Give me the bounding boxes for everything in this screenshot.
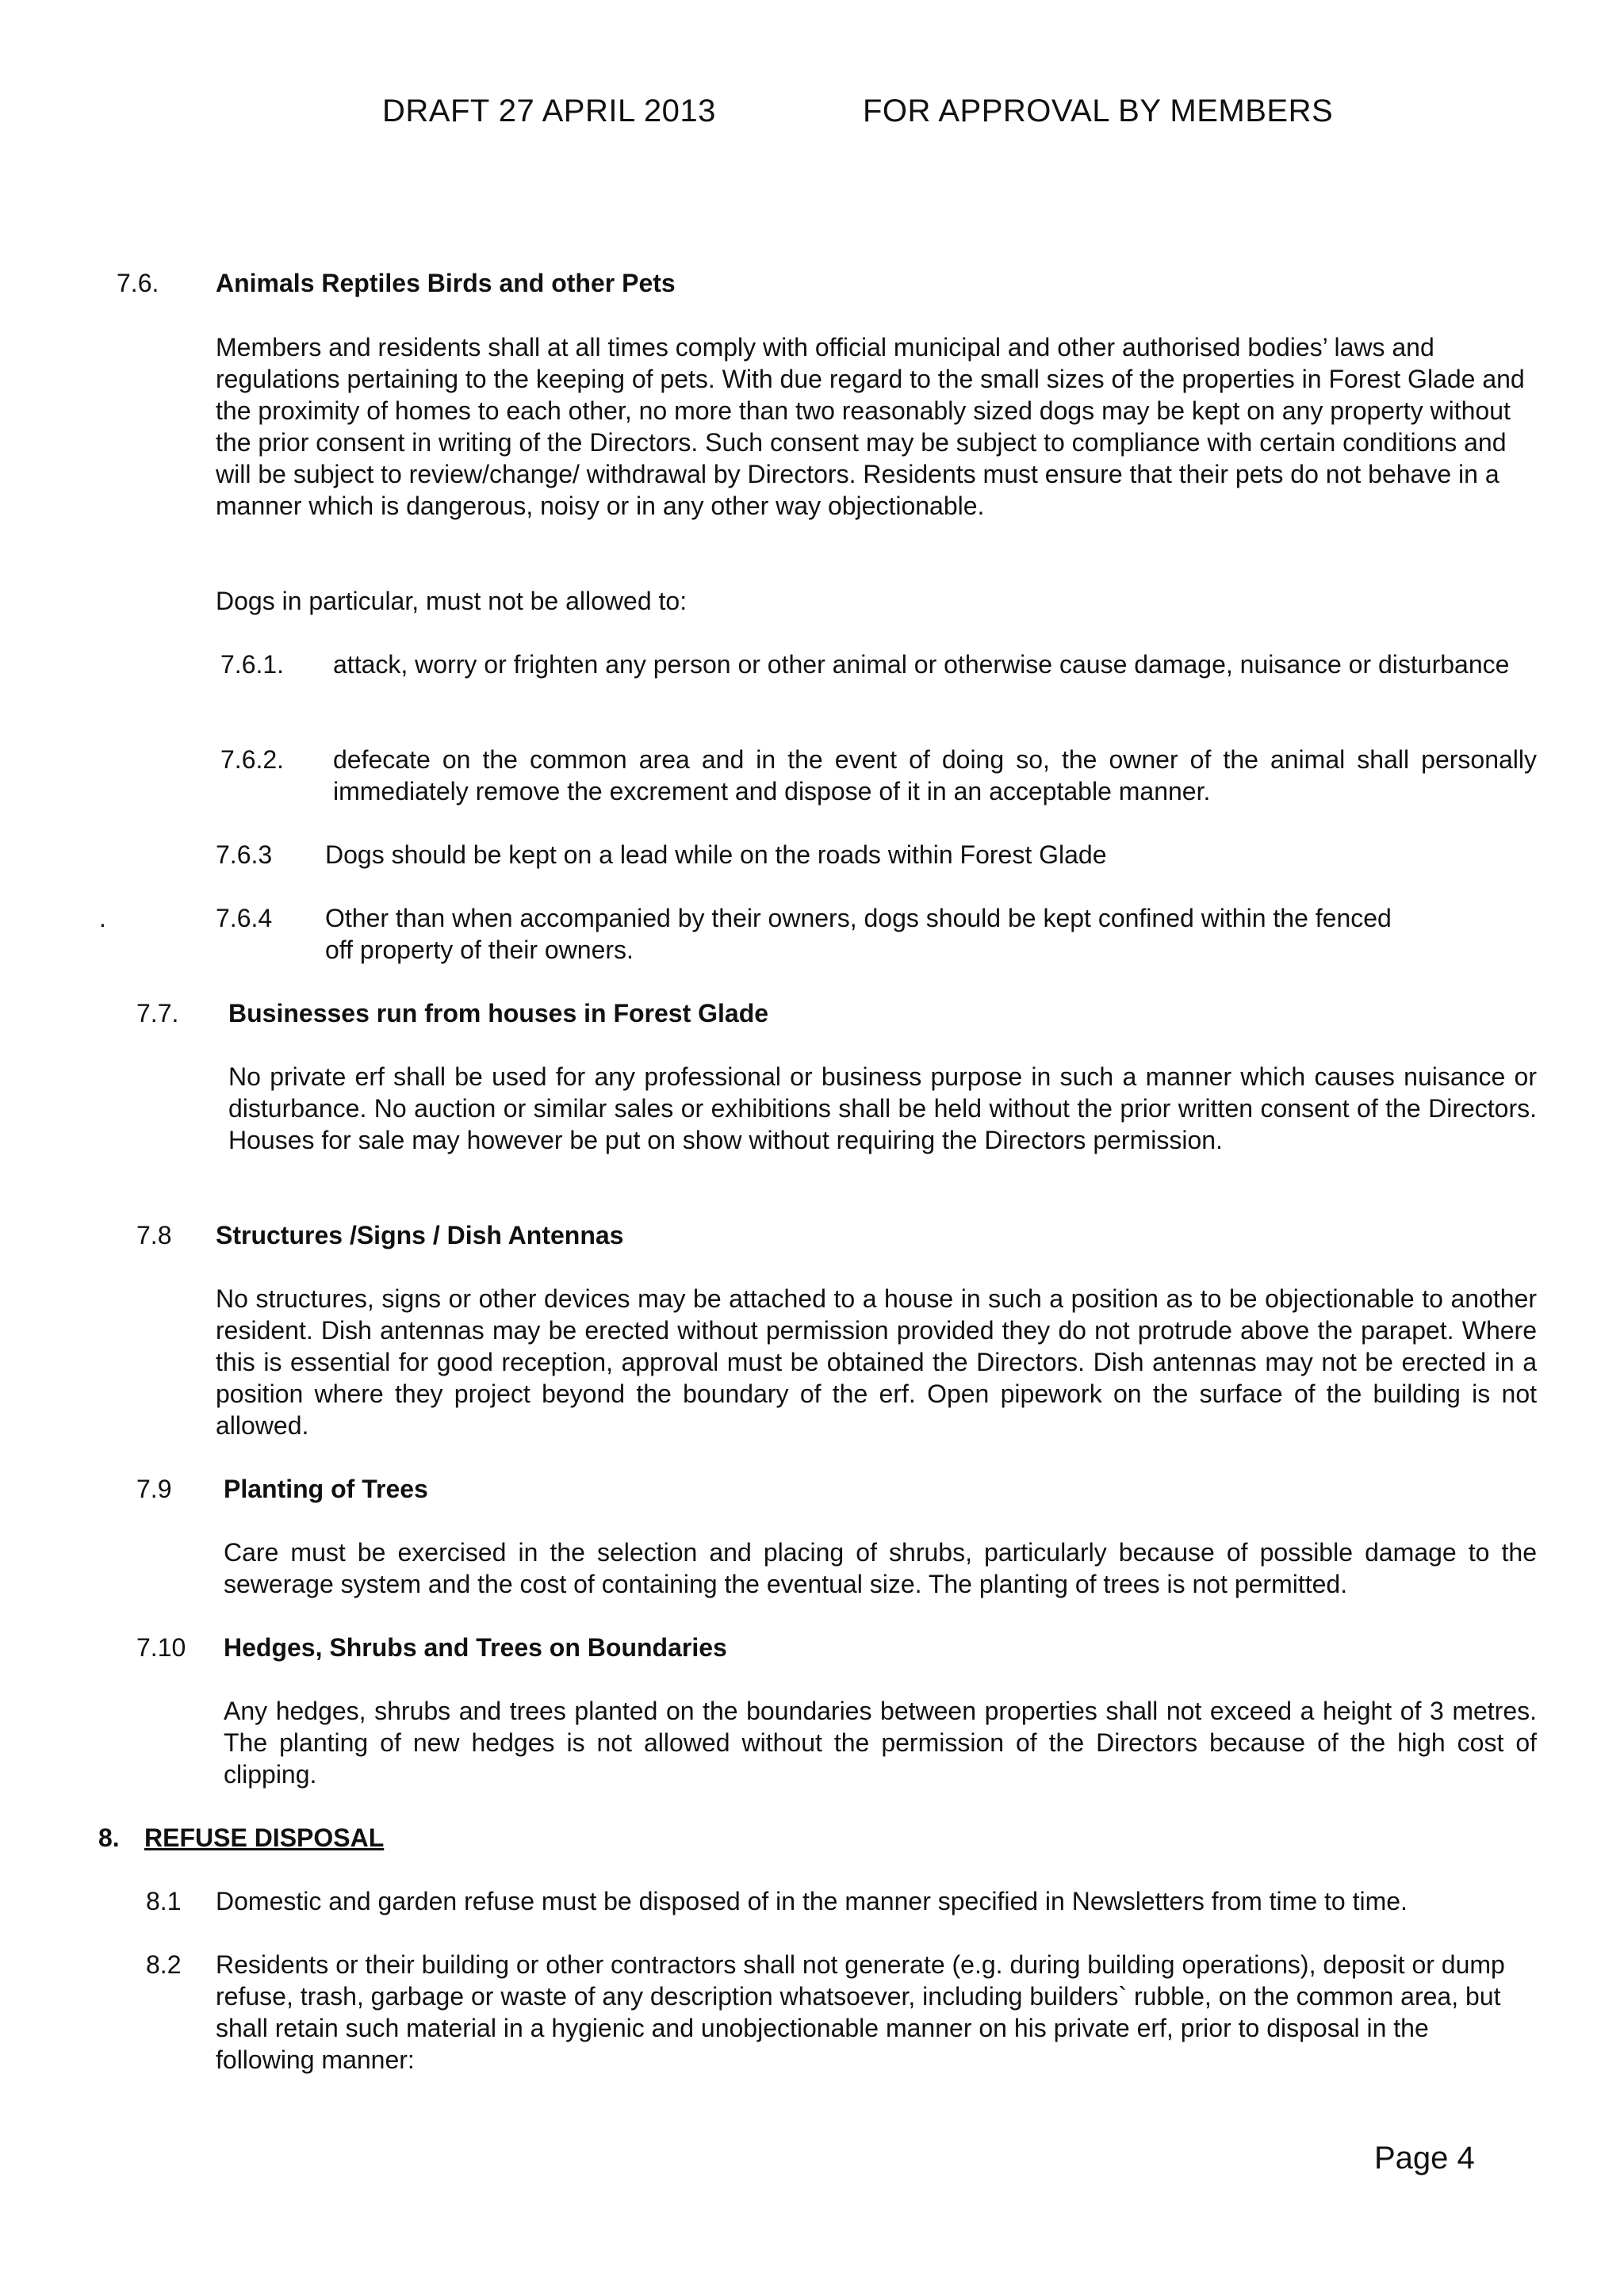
section-7-6-paragraph-2: Dogs in particular, must not be allowed to: bbox=[216, 587, 688, 615]
item-number-7-6-2: 7.6.2. bbox=[220, 745, 285, 774]
item-number-8-2: 8.2 bbox=[146, 1950, 182, 1979]
header-approval-note: FOR APPROVAL BY MEMBERS bbox=[863, 94, 1334, 128]
item-number-8-1: 8.1 bbox=[146, 1887, 182, 1915]
item-text-8-1: Domestic and garden refuse must be disposed of in the manner specified in Newsletters from time to time. bbox=[216, 1887, 1408, 1915]
section-number-7-9: 7.9 bbox=[136, 1475, 172, 1503]
section-number-7-8: 7.8 bbox=[136, 1221, 172, 1249]
stray-dot: . bbox=[99, 904, 106, 932]
item-text-8-2: Residents or their building or other contractors shall not generate (e.g. during building operations), deposit or dump refuse, trash, garbage or waste of any description whatsoever, including builders` rubble, on the common area, but shall retain such material in a hygienic and unobjectionable manner on his private erf, prior to disposal in the following manner: bbox=[216, 1950, 1505, 2074]
section-7-6-paragraph-1: Members and residents shall at all times comply with official municipal and other authorised bodies’ laws and regulations pertaining to the keeping of pets. With due regard to the small sizes of the properties in Forest Glade and the proximity of homes to each other, no more than two reasonably sized dogs may be kept on any property without the prior consent in writing of the Directors. Such consent may be subject to compliance with certain conditions and will be subject to review/change/ withdrawal by Directors. Residents must ensure that their pets do not behave in a manner which is dangerous, noisy or in any other way objectionable. bbox=[216, 333, 1525, 520]
item-number-7-6-4: 7.6.4 bbox=[216, 904, 273, 932]
item-number-7-6-3: 7.6.3 bbox=[216, 840, 273, 869]
section-7-9-paragraph: Care must be exercised in the selection and placing of shrubs, particularly because of possible damage to the sewerage system and the cost of containing the eventual size. The planting of trees is not permitted. bbox=[224, 1538, 1537, 1598]
item-text-7-6-4: Other than when accompanied by their owners, dogs should be kept confined within the fenced off property of their owners. bbox=[325, 904, 1392, 964]
section-title-7-8: Structures /Signs / Dish Antennas bbox=[216, 1221, 624, 1249]
section-7-8-paragraph: No structures, signs or other devices may be attached to a house in such a position as to be objectionable to another resident. Dish antennas may be erected without permission provided they do not protrude above the parapet. Where this is essential for good reception, approval must be obtained the Directors. Dish antennas may not be erected in a position where they project beyond the boundary of the erf. Open pipework on the surface of the building is not allowed. bbox=[216, 1284, 1537, 1440]
item-text-7-6-1: attack, worry or frighten any person or other animal or otherwise cause damage, nuisance or disturbance bbox=[333, 650, 1510, 679]
section-title-8: REFUSE DISPOSAL bbox=[144, 1823, 385, 1852]
header-draft-date: DRAFT 27 APRIL 2013 bbox=[382, 94, 716, 128]
section-number-7-7: 7.7. bbox=[136, 999, 179, 1027]
item-text-7-6-2: defecate on the common area and in the event of doing so, the owner of the animal shall personally immediately remove the excrement and dispose of it in an acceptable manner. bbox=[333, 745, 1537, 806]
section-title-7-7: Businesses run from houses in Forest Glade bbox=[228, 999, 769, 1027]
section-number-7-6: 7.6. bbox=[117, 269, 159, 297]
section-title-7-9: Planting of Trees bbox=[224, 1475, 428, 1503]
section-7-10-paragraph: Any hedges, shrubs and trees planted on the boundaries between properties shall not exceed a height of 3 metres. The planting of new hedges is not allowed without the permission of the Directors because of the high cost of clipping. bbox=[224, 1697, 1537, 1789]
page-number: Page 4 bbox=[1374, 2141, 1475, 2175]
section-title-7-6: Animals Reptiles Birds and other Pets bbox=[216, 269, 676, 297]
item-text-7-6-3: Dogs should be kept on a lead while on the roads within Forest Glade bbox=[325, 840, 1107, 869]
section-number-8: 8. bbox=[98, 1823, 120, 1852]
section-number-7-10: 7.10 bbox=[136, 1633, 186, 1662]
section-7-7-paragraph: No private erf shall be used for any professional or business purpose in such a manner which causes nuisance or disturbance. No auction or similar sales or exhibitions shall be held without the prior written consent of the Directors. Houses for sale may however be put on show without requiring the Directors permission. bbox=[228, 1062, 1537, 1154]
section-title-7-10: Hedges, Shrubs and Trees on Boundaries bbox=[224, 1633, 727, 1662]
item-number-7-6-1: 7.6.1. bbox=[220, 650, 285, 679]
